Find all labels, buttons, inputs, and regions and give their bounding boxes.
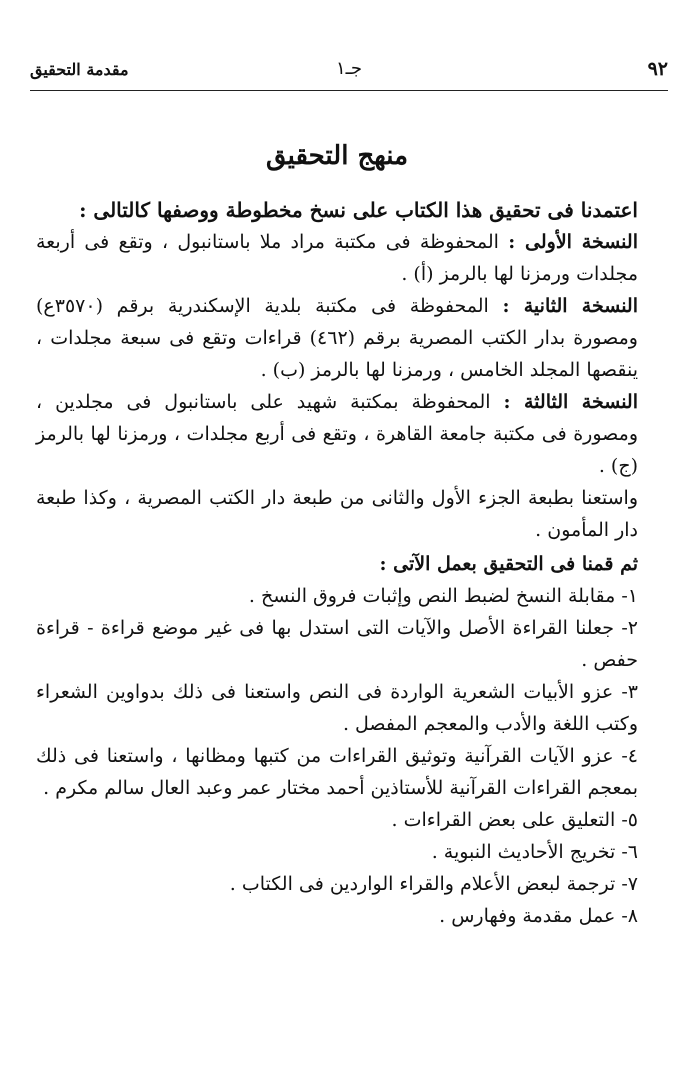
also-used-paragraph: واستعنا بطبعة الجزء الأول والثانى من طبعة دار الكتب المصرية ، وكذا طبعة دار المأمون . <box>36 487 638 541</box>
page-body <box>36 138 638 932</box>
page-header <box>30 48 668 88</box>
step-item-6: ٦- تخريج الأحاديث النبوية . <box>431 841 638 863</box>
step-item-3: ٣- عزو الأبيات الشعرية الواردة فى النص واستعنا فى ذلك بدواوين الشعراء وكتب اللغة والأدب والمعجم المفصل . <box>36 681 638 735</box>
copy-paragraph-2 <box>36 290 638 386</box>
header-divider <box>30 90 668 91</box>
copy-text-2: المحفوظة فى مكتبة بلدية الإسكندرية برقم (٣٥٧٠ع) ومصورة بدار الكتب المصرية برقم (٤٦٢) قراءات وتقع فى سبعة مجلدات ، ينقصها المجلد الخامس ، ورمزنا لها بالرمز (ب) . <box>36 295 638 381</box>
step-item-7: ٧- ترجمة لبعض الأعلام والقراء الواردين فى الكتاب . <box>229 873 638 895</box>
volume-label: جـ١ <box>335 58 363 79</box>
step-item-4: ٤- عزو الآيات القرآنية وتوثيق القراءات من كتبها ومظانها ، واستعنا فى ذلك بمعجم القراءات القرآنية للأستاذين أحمد مختار عمر وعبد العال سالم مكرم . <box>36 745 638 799</box>
copy-text-1: المحفوظة فى مكتبة مراد ملا باستانبول ، وتقع فى أربعة مجلدات ورمزنا لها بالرمز (أ) . <box>36 231 638 285</box>
page-number: ٩٢ <box>647 58 668 80</box>
step-item-1: ١- مقابلة النسخ لضبط النص وإثبات فروق النسخ . <box>248 585 638 607</box>
steps-heading: ثم قمنا فى التحقيق بعمل الآتى : <box>379 553 638 575</box>
step-item-5: ٥- التعليق على بعض القراءات . <box>391 809 638 831</box>
copy-label-2: النسخة الثانية : <box>502 295 638 317</box>
page-title: منهج التحقيق <box>265 141 409 171</box>
copy-paragraph-3 <box>36 386 638 482</box>
step-item-2: ٢- جعلنا القراءة الأصل والآيات التى استدل بها فى غير موضع قراءة - قراءة حفص . <box>36 617 638 671</box>
copy-text-3: المحفوظة بمكتبة شهيد على باستانبول فى مجلدين ، ومصورة فى مكتبة جامعة القاهرة ، وتقع فى أربع مجلدات ، ورمزنا لها بالرمز (ج) . <box>36 391 638 477</box>
copy-label-3: النسخة الثالثة : <box>503 391 639 413</box>
step-item-8: ٨- عمل مقدمة وفهارس . <box>439 905 638 927</box>
section-title: مقدمة التحقيق <box>30 60 129 79</box>
copy-paragraph-1 <box>36 226 638 290</box>
intro-paragraph: اعتمدنا فى تحقيق هذا الكتاب على نسخ مخطوطة ووصفها كالتالى : <box>79 198 638 222</box>
copy-label-1: النسخة الأولى : <box>508 231 638 253</box>
